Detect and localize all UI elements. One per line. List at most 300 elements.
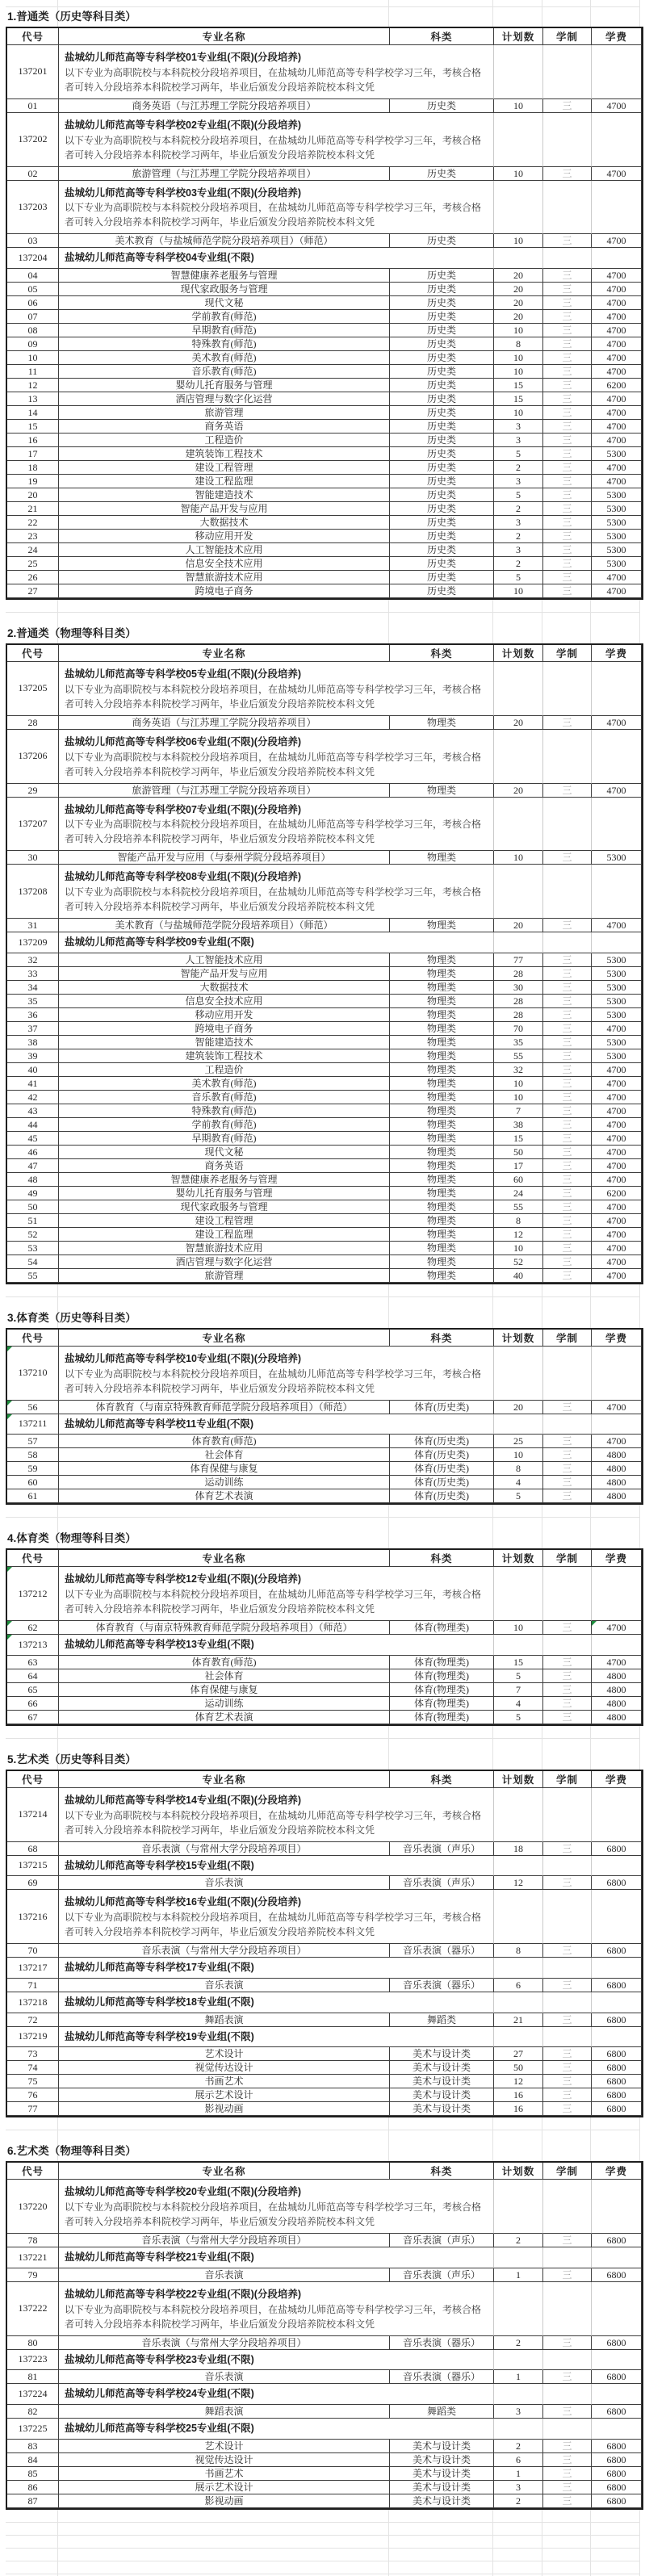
column-header: 代号 <box>7 1771 59 1788</box>
group-title: 盐城幼儿师范高等专科学校16专业组(不限)(分段培养) <box>65 1896 302 1908</box>
admission-plan-sheet <box>6 0 640 2576</box>
group-name-cell <box>59 2180 494 2234</box>
subject-category-cell: 物理类 <box>390 1214 494 1228</box>
duration-cell: 三 <box>543 1944 592 1958</box>
duration-cell: 三 <box>543 392 592 406</box>
major-row <box>7 784 642 798</box>
major-code-cell: 64 <box>7 1669 59 1683</box>
duration-cell: 三 <box>543 2088 592 2102</box>
plan-count-cell: 3 <box>494 2405 543 2419</box>
group-name-cell <box>59 1635 494 1656</box>
tuition-cell: 4700 <box>592 1621 642 1635</box>
tuition-cell: 6800 <box>592 2102 642 2116</box>
subject-category-cell: 物理类 <box>390 953 494 967</box>
major-row <box>7 1683 642 1697</box>
plan-count-cell: 10 <box>494 167 543 181</box>
major-code-cell: 07 <box>7 310 59 324</box>
major-name-cell: 旅游管理 <box>59 406 390 420</box>
group-name-cell <box>59 798 494 852</box>
major-name-cell: 智能产品开发与应用 <box>59 967 390 981</box>
duration-cell: 三 <box>543 379 592 392</box>
duration-cell: 三 <box>543 1118 592 1132</box>
group-code-cell: 137221 <box>7 2247 59 2268</box>
empty-cell <box>592 1414 642 1435</box>
group-description: 以下专业为高职院校与本科院校分段培养项目，在盐城幼儿师范高等专科学校学习三年，考核合格者可转入分段培养本科院校学习两年，毕业后颁发分段培养院校本科文凭 <box>65 134 482 161</box>
major-name-cell: 大数据技术 <box>59 981 390 995</box>
subject-category-cell: 历史类 <box>390 324 494 337</box>
major-code-cell: 02 <box>7 167 59 181</box>
empty-cell <box>543 248 592 269</box>
duration-cell: 三 <box>543 2405 592 2419</box>
duration-cell: 三 <box>543 557 592 571</box>
group-row <box>7 1890 642 1944</box>
major-name-cell: 现代家政服务与管理 <box>59 283 390 296</box>
empty-cell <box>543 1567 592 1621</box>
plan-table <box>6 1770 643 2118</box>
major-name-cell: 学前教育(师范) <box>59 1118 390 1132</box>
major-name-cell: 展示艺术设计 <box>59 2088 390 2102</box>
plan-count-cell: 1 <box>494 2370 543 2384</box>
tuition-cell: 4700 <box>592 269 642 283</box>
tuition-cell: 4700 <box>592 461 642 475</box>
plan-count-cell: 52 <box>494 1255 543 1269</box>
group-name-cell <box>59 730 494 784</box>
plan-count-cell: 6 <box>494 1979 543 1992</box>
major-code-cell: 36 <box>7 1008 59 1022</box>
subject-category-cell: 物理类 <box>390 1022 494 1036</box>
major-code-cell: 22 <box>7 516 59 530</box>
major-name-cell: 商务英语 <box>59 420 390 434</box>
major-code-cell: 11 <box>7 365 59 379</box>
plan-count-cell: 16 <box>494 2088 543 2102</box>
subject-category-cell: 物理类 <box>390 1173 494 1187</box>
tuition-cell: 6800 <box>592 2467 642 2481</box>
tuition-cell: 6800 <box>592 2088 642 2102</box>
major-row <box>7 392 642 406</box>
empty-cell <box>592 865 642 919</box>
group-title: 盐城幼儿师范高等专科学校24专业组(不限) <box>65 2388 254 2400</box>
subject-category-cell: 物理类 <box>390 1049 494 1063</box>
subject-category-cell: 历史类 <box>390 447 494 461</box>
subject-category-cell: 音乐表演（声乐） <box>390 2268 494 2282</box>
major-name-cell: 智能建造技术 <box>59 1036 390 1049</box>
major-code-cell: 67 <box>7 1711 59 1724</box>
major-row <box>7 584 642 598</box>
empty-cell <box>592 2419 642 2440</box>
tuition-cell: 5300 <box>592 488 642 502</box>
duration-cell: 三 <box>543 283 592 296</box>
plan-count-cell: 10 <box>494 584 543 598</box>
plan-count-cell: 1 <box>494 2467 543 2481</box>
group-name-cell <box>59 1347 494 1401</box>
major-name-cell: 美术教育（与盐城师范学院分段培养项目）（师范） <box>59 234 390 248</box>
group-code-cell: 137220 <box>7 2180 59 2234</box>
major-name-cell: 展示艺术设计 <box>59 2481 390 2494</box>
major-code-cell: 39 <box>7 1049 59 1063</box>
subject-category-cell: 历史类 <box>390 461 494 475</box>
plan-count-cell: 3 <box>494 543 543 557</box>
subject-category-cell: 物理类 <box>390 967 494 981</box>
subject-category-cell: 历史类 <box>390 337 494 351</box>
plan-count-cell: 60 <box>494 1173 543 1187</box>
tuition-cell: 4700 <box>592 283 642 296</box>
column-header: 学费 <box>592 2163 642 2180</box>
tuition-cell: 6800 <box>592 2481 642 2494</box>
major-code-cell: 66 <box>7 1697 59 1711</box>
major-code-cell: 06 <box>7 296 59 310</box>
header-row <box>7 645 642 662</box>
major-row <box>7 475 642 488</box>
group-row <box>7 1788 642 1842</box>
duration-cell: 三 <box>543 167 592 181</box>
group-row <box>7 248 642 269</box>
group-row <box>7 1992 642 2013</box>
major-name-cell: 运动训练 <box>59 1697 390 1711</box>
major-row <box>7 1697 642 1711</box>
subject-category-cell: 物理类 <box>390 1063 494 1077</box>
duration-cell: 三 <box>543 2047 592 2061</box>
column-header: 专业名称 <box>59 645 390 662</box>
subject-category-cell: 历史类 <box>390 488 494 502</box>
major-code-cell: 03 <box>7 234 59 248</box>
major-name-cell: 美术教育(师范) <box>59 1077 390 1091</box>
plan-count-cell: 10 <box>494 1077 543 1091</box>
group-title: 盐城幼儿师范高等专科学校10专业组(不限)(分段培养) <box>65 1352 302 1364</box>
major-name-cell: 工程造价 <box>59 434 390 447</box>
plan-count-cell: 2 <box>494 530 543 543</box>
duration-cell: 三 <box>543 1132 592 1146</box>
tuition-cell: 4700 <box>592 167 642 181</box>
group-name-cell <box>59 1856 494 1877</box>
plan-count-cell: 40 <box>494 1269 543 1283</box>
major-code-cell: 82 <box>7 2405 59 2419</box>
duration-cell: 三 <box>543 296 592 310</box>
major-code-cell: 55 <box>7 1269 59 1283</box>
plan-count-cell: 77 <box>494 953 543 967</box>
plan-count-cell: 5 <box>494 1489 543 1503</box>
group-title: 盐城幼儿师范高等专科学校05专业组(不限)(分段培养) <box>65 668 302 680</box>
empty-cell <box>543 798 592 852</box>
empty-cell <box>494 1958 543 1979</box>
plan-count-cell: 50 <box>494 2061 543 2075</box>
column-header: 学制 <box>543 1330 592 1347</box>
major-name-cell: 建筑装饰工程技术 <box>59 1049 390 1063</box>
major-row <box>7 2234 642 2247</box>
plan-count-cell: 2 <box>494 2336 543 2350</box>
group-row <box>7 1856 642 1877</box>
column-header: 学费 <box>592 645 642 662</box>
duration-cell: 三 <box>543 502 592 516</box>
subject-category-cell: 体育(历史类) <box>390 1462 494 1476</box>
major-code-cell: 31 <box>7 919 59 932</box>
major-row <box>7 1104 642 1118</box>
tuition-cell: 6800 <box>592 2494 642 2508</box>
group-row <box>7 1635 642 1656</box>
major-name-cell: 音乐表演 <box>59 1979 390 1992</box>
group-row <box>7 865 642 919</box>
major-code-cell: 77 <box>7 2102 59 2116</box>
major-name-cell: 艺术设计 <box>59 2440 390 2453</box>
subject-category-cell: 美术与设计类 <box>390 2481 494 2494</box>
plan-count-cell: 70 <box>494 1022 543 1036</box>
plan-count-cell: 5 <box>494 488 543 502</box>
empty-cell <box>494 1347 543 1401</box>
empty-cell <box>494 2027 543 2048</box>
tuition-cell: 4700 <box>592 584 642 598</box>
group-description: 以下专业为高职院校与本科院校分段培养项目，在盐城幼儿师范高等专科学校学习三年，考核合格者可转入分段培养本科院校学习两年，毕业后颁发分段培养院校本科文凭 <box>65 683 482 710</box>
subject-category-cell: 历史类 <box>390 296 494 310</box>
tuition-cell: 6200 <box>592 379 642 392</box>
plan-count-cell: 8 <box>494 1944 543 1958</box>
bottom-empty-rows <box>6 2510 640 2576</box>
group-row <box>7 730 642 784</box>
major-name-cell: 智能产品开发与应用（与泰州学院分段培养项目） <box>59 851 390 865</box>
major-code-cell: 35 <box>7 995 59 1008</box>
empty-cell <box>494 45 543 99</box>
major-code-cell: 05 <box>7 283 59 296</box>
duration-cell: 三 <box>543 1200 592 1214</box>
subject-category-cell: 音乐表演（器乐） <box>390 1944 494 1958</box>
group-row <box>7 2384 642 2405</box>
group-name-cell <box>59 1567 494 1621</box>
group-code-cell: 137217 <box>7 1958 59 1979</box>
major-name-cell: 旅游管理（与江苏理工学院分段培养项目） <box>59 784 390 798</box>
tuition-cell: 4700 <box>592 1022 642 1036</box>
tuition-cell: 4700 <box>592 296 642 310</box>
empty-cell <box>543 1958 592 1979</box>
subject-category-cell: 音乐表演（声乐） <box>390 2234 494 2247</box>
major-code-cell: 85 <box>7 2467 59 2481</box>
header-row <box>7 1771 642 1788</box>
major-row <box>7 2481 642 2494</box>
tuition-cell: 4700 <box>592 1255 642 1269</box>
tuition-cell: 6800 <box>592 2234 642 2247</box>
column-header: 计划数 <box>494 28 543 45</box>
major-name-cell: 舞蹈表演 <box>59 2013 390 2027</box>
group-code-cell: 137213 <box>7 1635 59 1656</box>
major-row <box>7 1269 642 1283</box>
column-header: 代号 <box>7 1550 59 1567</box>
major-row <box>7 995 642 1008</box>
major-code-cell: 63 <box>7 1656 59 1669</box>
empty-cell <box>494 865 543 919</box>
major-row <box>7 1187 642 1200</box>
major-row <box>7 406 642 420</box>
duration-cell: 三 <box>543 2370 592 2384</box>
major-row <box>7 1435 642 1448</box>
major-row <box>7 1214 642 1228</box>
subject-category-cell: 物理类 <box>390 1255 494 1269</box>
duration-cell: 三 <box>543 851 592 865</box>
major-name-cell: 建设工程监理 <box>59 1228 390 1242</box>
major-code-cell: 29 <box>7 784 59 798</box>
column-header: 代号 <box>7 28 59 45</box>
empty-cell <box>543 932 592 953</box>
plan-count-cell: 55 <box>494 1200 543 1214</box>
duration-cell: 三 <box>543 1711 592 1724</box>
major-code-cell: 80 <box>7 2336 59 2350</box>
major-code-cell: 37 <box>7 1022 59 1036</box>
duration-cell: 三 <box>543 953 592 967</box>
major-name-cell: 影视动画 <box>59 2494 390 2508</box>
plan-count-cell: 17 <box>494 1159 543 1173</box>
subject-category-cell: 物理类 <box>390 784 494 798</box>
major-name-cell: 移动应用开发 <box>59 1008 390 1022</box>
major-name-cell: 信息安全技术应用 <box>59 995 390 1008</box>
column-header: 科类 <box>390 645 494 662</box>
group-row <box>7 2350 642 2371</box>
plan-count-cell: 3 <box>494 420 543 434</box>
column-header: 代号 <box>7 2163 59 2180</box>
subject-category-cell: 历史类 <box>390 392 494 406</box>
plan-count-cell: 2 <box>494 2234 543 2247</box>
tuition-cell: 4700 <box>592 420 642 434</box>
group-code-cell: 137215 <box>7 1856 59 1877</box>
major-code-cell: 76 <box>7 2088 59 2102</box>
major-code-cell: 10 <box>7 351 59 365</box>
group-row <box>7 662 642 716</box>
group-title: 盐城幼儿师范高等专科学校18专业组(不限) <box>65 1996 254 2008</box>
major-code-cell: 19 <box>7 475 59 488</box>
tuition-cell: 6800 <box>592 1979 642 1992</box>
major-row <box>7 953 642 967</box>
major-row <box>7 502 642 516</box>
major-name-cell: 体育教育(师范) <box>59 1435 390 1448</box>
subject-category-cell: 物理类 <box>390 1091 494 1104</box>
tuition-cell: 4700 <box>592 1401 642 1414</box>
column-header: 科类 <box>390 28 494 45</box>
group-title: 盐城幼儿师范高等专科学校25专业组(不限) <box>65 2423 254 2434</box>
major-row <box>7 1077 642 1091</box>
group-code-cell: 137202 <box>7 113 59 167</box>
tuition-cell: 6800 <box>592 1944 642 1958</box>
header-row <box>7 1550 642 1567</box>
tuition-cell: 6200 <box>592 1187 642 1200</box>
major-row <box>7 1049 642 1063</box>
column-header: 学费 <box>592 28 642 45</box>
plan-count-cell: 10 <box>494 234 543 248</box>
major-name-cell: 艺术设计 <box>59 2047 390 2061</box>
tuition-cell: 6800 <box>592 2370 642 2384</box>
duration-cell: 三 <box>543 995 592 1008</box>
major-code-cell: 41 <box>7 1077 59 1091</box>
major-name-cell: 跨境电子商务 <box>59 1022 390 1036</box>
major-row <box>7 99 642 113</box>
major-code-cell: 79 <box>7 2268 59 2282</box>
group-title: 盐城幼儿师范高等专科学校09专业组(不限) <box>65 936 254 948</box>
duration-cell: 三 <box>543 99 592 113</box>
plan-table <box>6 27 643 600</box>
empty-cell <box>494 932 543 953</box>
major-name-cell: 酒店管理与数字化运营 <box>59 1255 390 1269</box>
column-header: 专业名称 <box>59 1550 390 1567</box>
major-name-cell: 学前教育(师范) <box>59 310 390 324</box>
empty-cell <box>543 1890 592 1944</box>
major-row <box>7 919 642 932</box>
tuition-cell: 5300 <box>592 516 642 530</box>
tuition-cell: 4800 <box>592 1489 642 1503</box>
empty-cell <box>592 2180 642 2234</box>
group-name-cell <box>59 45 494 99</box>
major-code-cell: 54 <box>7 1255 59 1269</box>
plan-count-cell: 7 <box>494 1683 543 1697</box>
major-name-cell: 视觉传达设计 <box>59 2061 390 2075</box>
duration-cell: 三 <box>543 2013 592 2027</box>
empty-cell <box>543 113 592 167</box>
group-title: 盐城幼儿师范高等专科学校23专业组(不限) <box>65 2353 254 2365</box>
column-header: 学费 <box>592 1330 642 1347</box>
duration-cell: 三 <box>543 2481 592 2494</box>
major-name-cell: 体育教育(师范) <box>59 1656 390 1669</box>
major-name-cell: 信息安全技术应用 <box>59 557 390 571</box>
duration-cell: 三 <box>543 530 592 543</box>
major-row <box>7 543 642 557</box>
tuition-cell: 4800 <box>592 1476 642 1489</box>
group-row <box>7 798 642 852</box>
duration-cell: 三 <box>543 1476 592 1489</box>
major-row <box>7 2013 642 2027</box>
section-title: 1.普通类（历史等科目类） <box>6 7 640 27</box>
duration-cell: 三 <box>543 1401 592 1414</box>
header-row <box>7 28 642 45</box>
subject-category-cell: 体育(物理类) <box>390 1697 494 1711</box>
major-code-cell: 09 <box>7 337 59 351</box>
subject-category-cell: 物理类 <box>390 716 494 730</box>
major-row <box>7 1476 642 1489</box>
plan-count-cell: 25 <box>494 1435 543 1448</box>
plan-count-cell: 10 <box>494 1091 543 1104</box>
subject-category-cell: 体育(历史类) <box>390 1401 494 1414</box>
tuition-cell: 6800 <box>592 2440 642 2453</box>
subject-category-cell: 历史类 <box>390 434 494 447</box>
major-code-cell: 08 <box>7 324 59 337</box>
plan-count-cell: 27 <box>494 2047 543 2061</box>
major-code-cell: 78 <box>7 2234 59 2247</box>
duration-cell: 三 <box>543 1683 592 1697</box>
tuition-cell: 4700 <box>592 1214 642 1228</box>
group-description: 以下专业为高职院校与本科院校分段培养项目，在盐城幼儿师范高等专科学校学习三年，考核合格者可转入分段培养本科院校学习两年，毕业后颁发分段培养院校本科文凭 <box>65 819 482 845</box>
duration-cell: 三 <box>543 310 592 324</box>
tuition-cell: 4800 <box>592 1448 642 1462</box>
subject-category-cell: 舞蹈类 <box>390 2405 494 2419</box>
plan-count-cell: 3 <box>494 475 543 488</box>
major-code-cell: 72 <box>7 2013 59 2027</box>
subject-category-cell: 物理类 <box>390 1242 494 1255</box>
major-name-cell: 体育教育（与南京特殊教育师范学院分段培养项目）（师范） <box>59 1621 390 1635</box>
empty-cell <box>543 662 592 716</box>
subject-category-cell: 历史类 <box>390 99 494 113</box>
major-name-cell: 工程造价 <box>59 1063 390 1077</box>
major-row <box>7 434 642 447</box>
major-row <box>7 283 642 296</box>
plan-count-cell: 1 <box>494 2268 543 2282</box>
empty-cell <box>494 2419 543 2440</box>
duration-cell: 三 <box>543 1104 592 1118</box>
column-header: 学制 <box>543 28 592 45</box>
tuition-cell: 4700 <box>592 324 642 337</box>
empty-cell <box>543 1347 592 1401</box>
subject-category-cell: 美术与设计类 <box>390 2440 494 2453</box>
empty-cell <box>592 1958 642 1979</box>
plan-count-cell: 10 <box>494 851 543 865</box>
subject-category-cell: 美术与设计类 <box>390 2467 494 2481</box>
plan-count-cell: 5 <box>494 447 543 461</box>
plan-count-cell: 35 <box>494 1036 543 1049</box>
tuition-cell: 4700 <box>592 1242 642 1255</box>
duration-cell: 三 <box>543 1077 592 1091</box>
plan-count-cell: 8 <box>494 1462 543 1476</box>
group-code-cell: 137218 <box>7 1992 59 2013</box>
